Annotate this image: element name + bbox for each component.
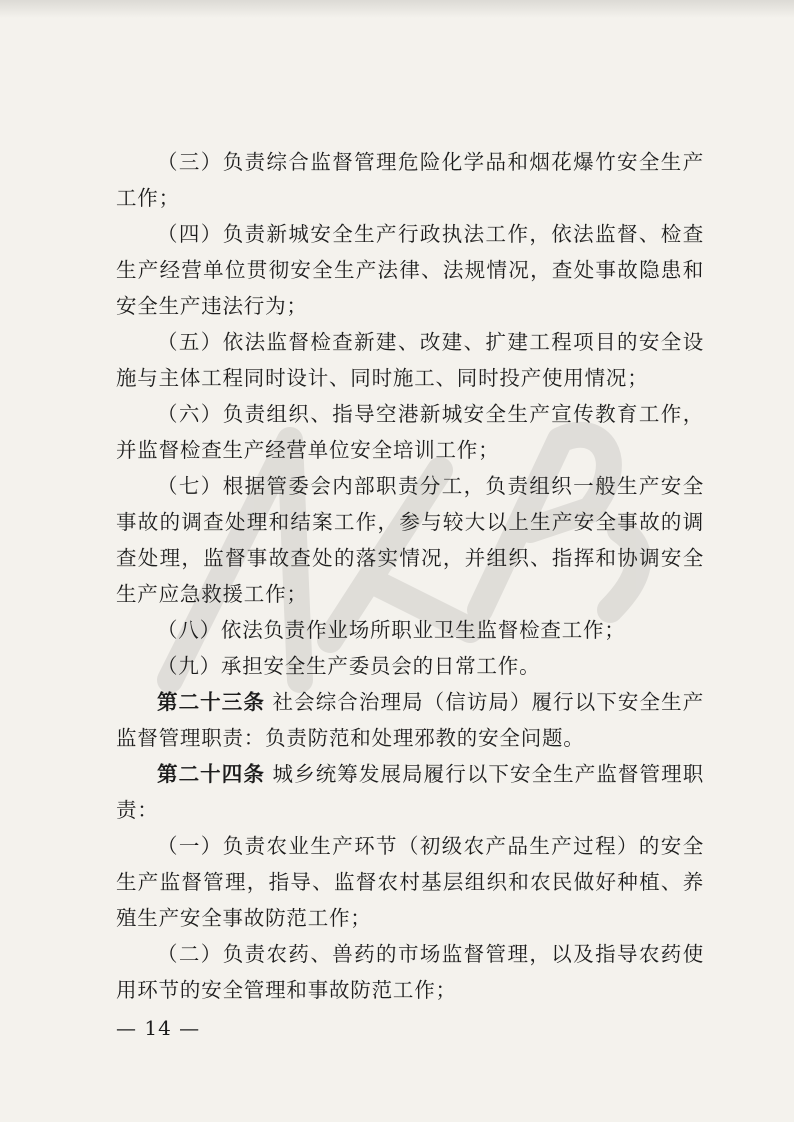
page-number: — 14 — xyxy=(116,1016,201,1040)
paragraph-11: （二）负责农药、兽药的市场监督管理，以及指导农药使用环节的安全管理和事故防范工作； xyxy=(116,942,704,1002)
paragraph-2: （四）负责新城安全生产行政执法工作，依法监督、检查生产经营单位贯彻安全生产法律、法规情况，查处事故隐患和安全生产违法行为； xyxy=(116,222,704,318)
paragraph-6: （八）依法负责作业场所职业卫生监督检查工作； xyxy=(157,618,626,642)
article-23-heading: 第二十三条 xyxy=(157,690,265,714)
paragraph-1: （三）负责综合监督管理危险化学品和烟花爆竹安全生产工作； xyxy=(116,150,704,210)
document-body xyxy=(116,144,704,1008)
paragraph-10: （一）负责农业生产环节（初级农产品生产过程）的安全生产监督管理，指导、监督农村基层组织和农民做好种植、养殖生产安全事故防范工作； xyxy=(116,834,704,930)
paragraph-7: （九）承担安全生产委员会的日常工作。 xyxy=(157,654,541,678)
paragraph-4: （六）负责组织、指导空港新城安全生产宣传教育工作，并监督检查生产经营单位安全培训工作； xyxy=(116,402,704,462)
paragraph-5: （七）根据管委会内部职责分工，负责组织一般生产安全事故的调查处理和结案工作，参与较大以上生产安全事故的调查处理，监督事故查处的落实情况，并组织、指挥和协调安全生产应急救援工作； xyxy=(116,474,704,606)
paragraph-3: （五）依法监督检查新建、改建、扩建工程项目的安全设施与主体工程同时设计、同时施工、同时投产使用情况； xyxy=(116,330,704,390)
scan-top-edge xyxy=(0,0,794,18)
article-24: 第二十四条 城乡统筹发展局履行以下安全生产监督管理职责： xyxy=(116,762,704,822)
article-23: 第二十三条 社会综合治理局（信访局）履行以下安全生产监督管理职责：负责防范和处理邪教的安全问题。 xyxy=(116,690,704,750)
article-24-heading: 第二十四条 xyxy=(157,762,265,786)
